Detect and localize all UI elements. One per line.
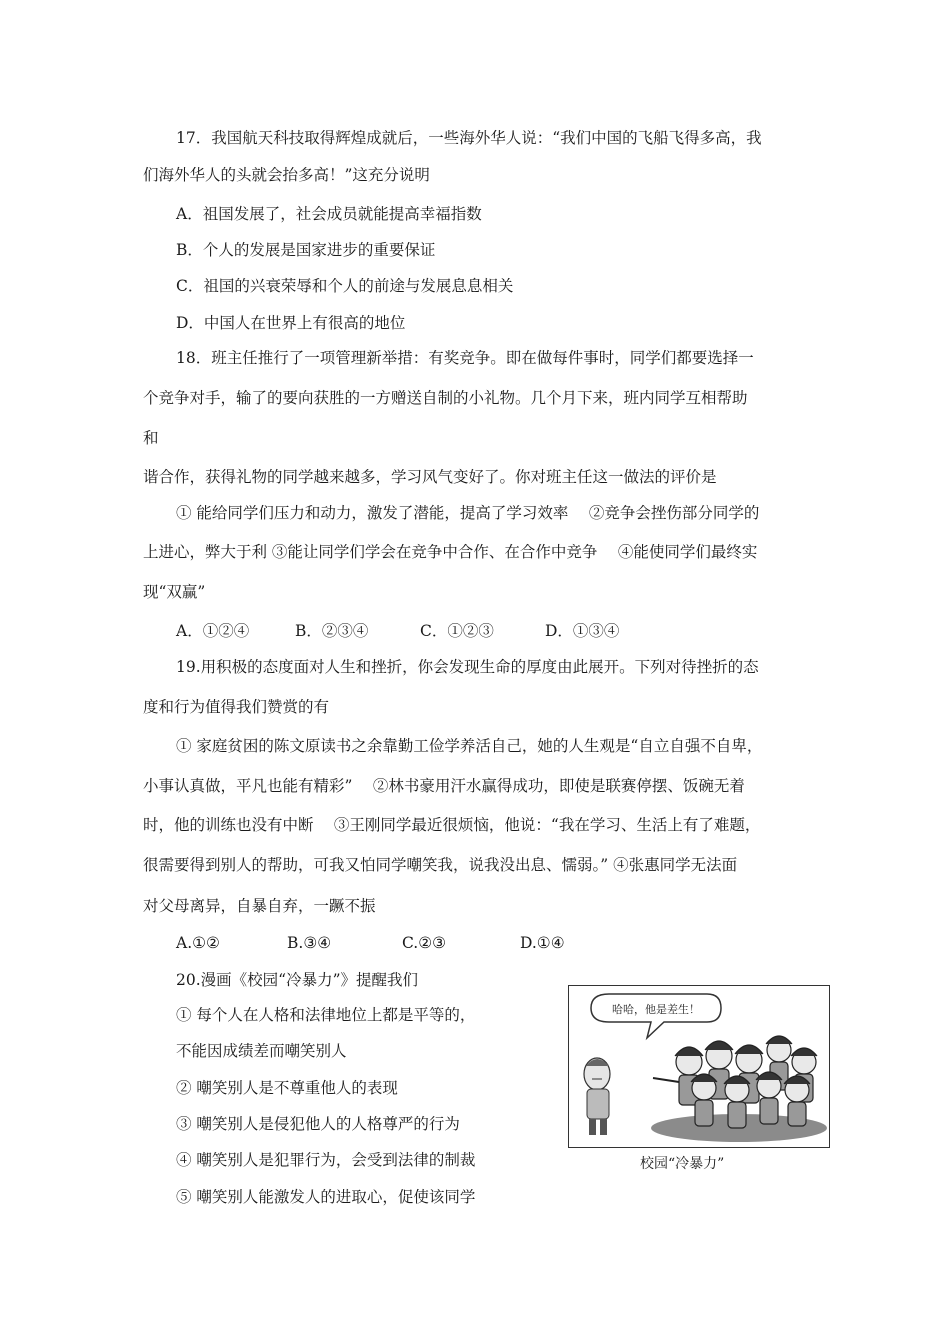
q19-statements-line3: 时，他的训练也没有中断 ③王刚同学最近很烦恼，他说：“我在学习、生活上有了难题， <box>143 816 761 834</box>
q18-option-a: A．①②④ <box>176 622 250 640</box>
q18-option-b: B．②③④ <box>295 622 369 640</box>
q20-stem: 20.漫画《校园“冷暴力”》提醒我们 <box>176 971 418 989</box>
q19-statements-line1: ① 家庭贫困的陈文原读书之余靠勤工俭学养活自己，她的人生观是“自立自强不自卑， <box>176 737 763 755</box>
q18-option-d: D．①③④ <box>545 622 620 640</box>
q19-option-a: A.①② <box>176 934 220 952</box>
q20-item-3: ③ 嘲笑别人是侵犯他人的人格尊严的行为 <box>176 1115 460 1133</box>
cartoon-drawing <box>569 986 828 1146</box>
q17-option-b: B．个人的发展是国家进步的重要保证 <box>176 241 436 259</box>
q17-option-d: D．中国人在世界上有很高的地位 <box>176 314 406 332</box>
q20-item-5: ⑤ 嘲笑别人能激发人的进取心，促使该同学 <box>176 1188 476 1206</box>
q18-option-c: C．①②③ <box>420 622 494 640</box>
cartoon-caption: 校园“冷暴力” <box>640 1156 725 1172</box>
q20-item-1-line1: ① 每个人在人格和法律地位上都是平等的， <box>176 1006 476 1024</box>
q17-option-c: C．祖国的兴衰荣辱和个人的前途与发展息息相关 <box>176 277 514 295</box>
q17-stem-line1: 17．我国航天科技取得辉煌成就后，一些海外华人说：“我们中国的飞船飞得多高，我 <box>176 129 762 147</box>
q19-statements-line4: 很需要得到别人的帮助，可我又怕同学嘲笑我，说我没出息、懦弱。” ④张惠同学无法面 <box>143 856 738 874</box>
q18-stem-line3: 和 <box>143 429 159 447</box>
q19-option-c: C.②③ <box>402 934 447 952</box>
q18-statements-line3: 现“双赢” <box>143 583 206 601</box>
q18-stem-line4: 谐合作，获得礼物的同学越来越多，学习风气变好了。你对班主任这一做法的评价是 <box>143 468 717 486</box>
q18-statements-line1: ① 能给同学们压力和动力，激发了潜能，提高了学习效率 ②竞争会挫伤部分同学的 <box>176 504 760 522</box>
q17-stem-line2: 们海外华人的头就会抬多高！”这充分说明 <box>143 166 430 184</box>
q17-option-a: A．祖国发展了，社会成员就能提高幸福指数 <box>176 205 482 223</box>
q19-stem-line2: 度和行为值得我们赞赏的有 <box>143 698 330 716</box>
q19-statements-line5: 对父母离异，自暴自弃，一蹶不振 <box>143 897 376 915</box>
speech-bubble <box>591 994 721 1038</box>
q19-option-d: D.①④ <box>520 934 565 952</box>
q20-item-4: ④ 嘲笑别人是犯罪行为，会受到法律的制裁 <box>176 1151 476 1169</box>
q19-statements-line2: 小事认真做，平凡也能有精彩” ②林书豪用汗水赢得成功，即使是联赛停摆、饭碗无着 <box>143 777 745 795</box>
lone-student-figure <box>584 1058 610 1135</box>
q20-item-2: ② 嘲笑别人是不尊重他人的表现 <box>176 1079 398 1097</box>
q18-stem-line2: 个竞争对手，输了的要向获胜的一方赠送自制的小礼物。几个月下来，班内同学互相帮助 <box>143 389 748 407</box>
speech-text: 哈哈，他是差生！ <box>612 1003 700 1016</box>
q20-item-1-line2: 不能因成绩差而嘲笑别人 <box>176 1042 347 1060</box>
q18-statements-line2: 上进心，弊大于利 ③能让同学们学会在竞争中合作、在合作中竞争 ④能使同学们最终实 <box>143 543 758 561</box>
q18-stem-line1: 18．班主任推行了一项管理新举措：有奖竞争。即在做每件事时，同学们都要选择一 <box>176 349 754 367</box>
q19-stem-line1: 19.用积极的态度面对人生和挫折，你会发现生命的厚度由此展开。下列对待挫折的态 <box>176 658 759 676</box>
cartoon-illustration <box>568 985 830 1148</box>
q19-option-b: B.③④ <box>287 934 332 952</box>
mocking-students-group <box>653 1036 817 1128</box>
